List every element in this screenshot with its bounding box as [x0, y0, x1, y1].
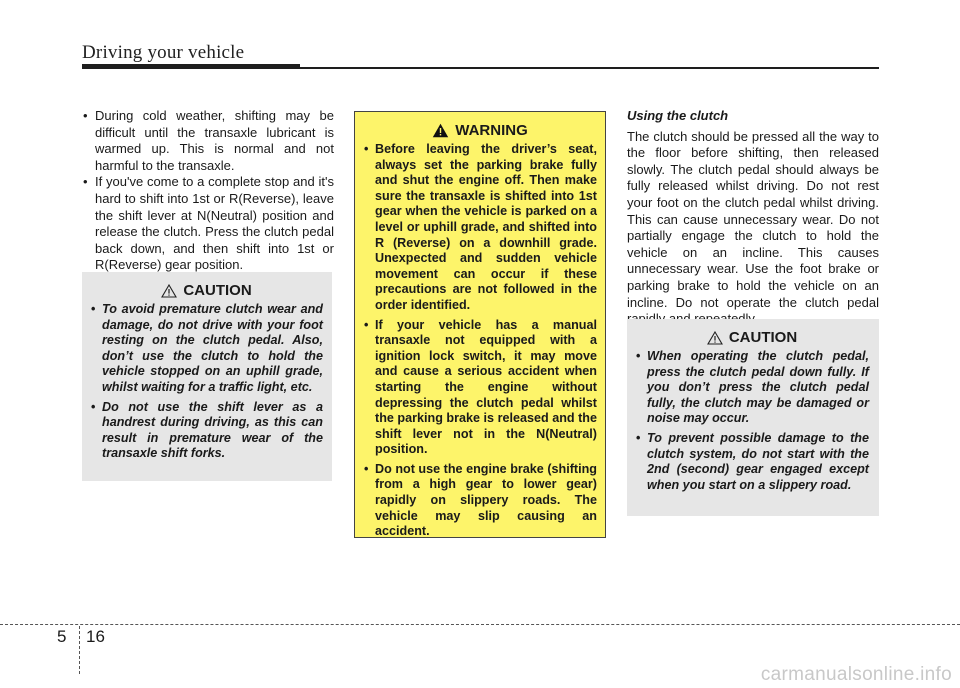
- watermark: carmanualsonline.info: [760, 664, 952, 685]
- footer-page-divider: [79, 626, 80, 674]
- left-bullet-list: [82, 108, 334, 274]
- warning-title: WARNING: [455, 122, 528, 139]
- left-bullet-item: • During cold weather, shifting may be difficult until the transaxle lubricant is warmed up. This is normal and not harmful to the transaxle.: [82, 108, 334, 174]
- caution-triangle-icon: [161, 284, 177, 298]
- caution-title-row: [635, 329, 869, 346]
- caution-title: CAUTION: [728, 329, 798, 346]
- caution-item: • To prevent possible damage to the clutch system, do not start with the 2nd (second) gear engaged except when you start on a slippery road.: [635, 431, 869, 493]
- right-column: [627, 108, 879, 328]
- warning-box: [354, 111, 606, 538]
- warning-item: • If your vehicle has a manual transaxle not equipped with a ignition lock switch, it may move and cause a serious accident when starting the engine without depressing the clutch pedal whilst the parking brake is released and the shift lever not in the N(Neutral) position.: [363, 318, 597, 458]
- page-number: 16: [86, 627, 105, 646]
- caution-title-row: [90, 282, 323, 299]
- warning-title-row: [363, 122, 597, 139]
- caution-item: • When operating the clutch pedal, press the clutch pedal down fully. If you don’t press the clutch pedal fully, the clutch may be damaged or noise may occur.: [635, 349, 869, 427]
- caution-item: • To avoid premature clutch wear and damage, do not drive with your foot resting on the clutch pedal. Also, don’t use the clutch to hold the vehicle stopped on an uphill grade, whilst waiting for a traffic light, etc.: [90, 302, 323, 396]
- section-body: The clutch should be pressed all the way to the floor before shifting, then released slowly. The clutch pedal should always be fully released whilst driving. Do not rest your foot on the clutch pedal whilst driving. This can cause unnecessary wear. Do not partially engage the clutch to hold the vehicle on an incline. This causes unnecessary wear. Use the foot brake or parking brake to hold the vehicle on an incline. Do not operate the clutch pedal: [627, 128, 879, 310]
- left-bullet-item: • If you've come to a complete stop and it's hard to shift into 1st or R(Reverse), leave the shift lever at N(Neutral) position and release the clutch. Press the clutch pedal back down, and then shift into 1st or R(Reverse) gear position.: [82, 174, 334, 274]
- header-rule-thick: [82, 64, 300, 69]
- left-column: [82, 108, 334, 274]
- caution-box-clutch-wear: [82, 272, 332, 481]
- caution-item: • Do not use the shift lever as a handrest during driving, as this can result in premature wear of the transaxle shift forks.: [90, 400, 323, 462]
- caution-box-clutch-pedal: [627, 319, 879, 516]
- warning-triangle-icon: [432, 123, 449, 138]
- caution-list: [635, 349, 869, 493]
- header-title: Driving your vehicle: [82, 42, 245, 63]
- header-rule-thin: [300, 67, 879, 69]
- caution-title: CAUTION: [183, 282, 252, 299]
- warning-item: • Do not use the engine brake (shifting from a high gear to lower gear) rapidly on slippery roads. The vehicle may slip causing an accident.: [363, 462, 597, 540]
- page-chapter-number: 5: [57, 627, 67, 646]
- warning-list: [363, 142, 597, 540]
- warning-item: • Before leaving the driver’s seat, always set the parking brake fully and shut the engine off. Then make sure the transaxle is shifted into 1st gear when the vehicle is parked on a level or uphill grade, and shifted into R (Reverse) on a downhill grade. Unexpected and sudden vehicle movement can occur if these precautions are not followed in the order identified.: [363, 142, 597, 314]
- footer-divider: [0, 624, 960, 625]
- caution-triangle-icon: [707, 331, 723, 345]
- caution-list: [90, 302, 323, 462]
- section-heading: Using the clutch: [627, 108, 729, 123]
